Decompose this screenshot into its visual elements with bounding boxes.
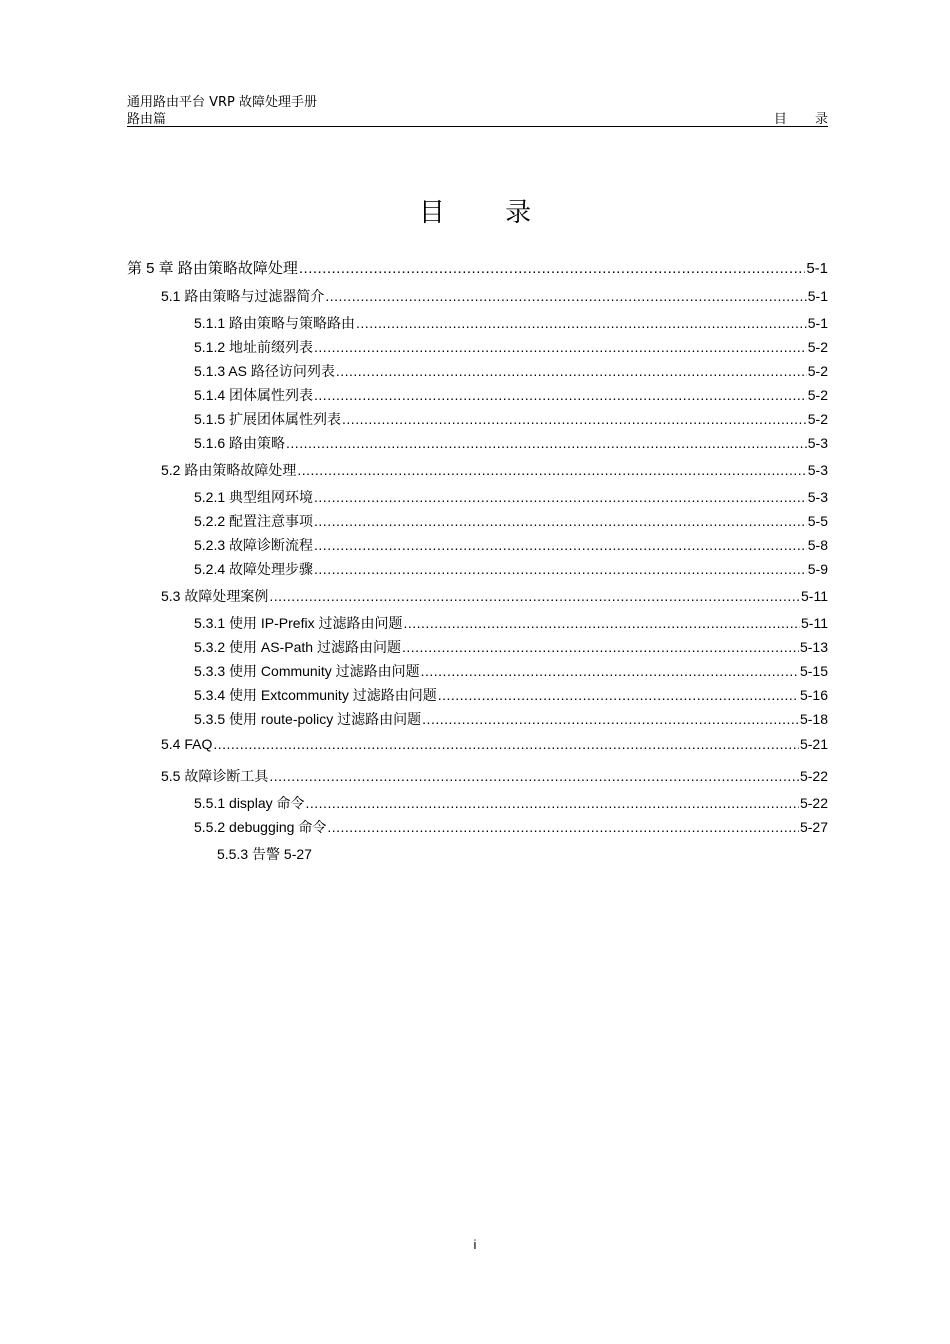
toc-label: 5.3.1 使用 IP-Prefix 过滤路由问题 <box>194 615 403 631</box>
toc-leader <box>314 339 807 355</box>
toc-label: 5.3.3 使用 Community 过滤路由问题 <box>194 663 420 679</box>
toc-leader <box>286 435 807 451</box>
toc-label: 5.4 FAQ <box>161 736 213 752</box>
toc-label: 5.5.2 debugging 命令 <box>194 819 327 835</box>
toc-entry-chapter-5[interactable] <box>127 257 828 278</box>
manual-title: 通用路由平台 VRP 故障处理手册 <box>127 95 318 110</box>
header-rule <box>127 108 840 127</box>
toc-page: 5-2 <box>807 363 828 379</box>
toc-label: 5.2.1 典型组网环境 <box>194 489 314 505</box>
toc-label: 5.1.1 路由策略与策略路由 <box>194 315 356 331</box>
toc-leader <box>402 639 799 655</box>
toc-label: 5.2.4 故障处理步骤 <box>194 561 314 577</box>
toc-leader <box>213 736 799 752</box>
toc-leader <box>299 260 805 277</box>
toc-leader <box>314 489 807 505</box>
toc-page: 5-5 <box>807 513 828 529</box>
header-right-label: 目 录 <box>773 112 840 127</box>
toc-entry-5-5-2[interactable] <box>194 817 828 837</box>
toc-entry-5-3[interactable] <box>161 586 828 606</box>
toc-entry-5-1-5[interactable] <box>194 409 828 429</box>
toc-label: 第 5 章 路由策略故障处理 <box>127 260 298 277</box>
toc-entry-5-3-4[interactable] <box>194 685 828 705</box>
toc-entry-5-1-4[interactable] <box>194 385 828 405</box>
toc-page: 5-16 <box>799 687 828 703</box>
toc-leader <box>342 411 807 427</box>
toc-page: 5-3 <box>807 462 828 478</box>
page-number: i <box>473 1237 477 1252</box>
toc-page: 5-2 <box>807 387 828 403</box>
toc-entry-5-3-3[interactable] <box>194 661 828 681</box>
toc-entry-5-1[interactable] <box>161 286 828 306</box>
toc-entry-5-2-3[interactable] <box>194 535 828 555</box>
toc-leader <box>269 588 800 604</box>
toc-page: 5-3 <box>807 489 828 505</box>
toc-page: 5-1 <box>806 260 828 277</box>
toc-entry-5-3-5[interactable] <box>194 709 828 729</box>
toc-label: 5.2.3 故障诊断流程 <box>194 537 314 553</box>
toc-label: 5.3.4 使用 Extcommunity 过滤路由问题 <box>194 687 437 703</box>
toc-label: 5.1.5 扩展团体属性列表 <box>194 411 342 427</box>
toc-page: 5-2 <box>807 339 828 355</box>
toc-label: 5.5 故障诊断工具 <box>161 768 269 784</box>
toc-leader <box>314 561 807 577</box>
toc-leader <box>314 513 807 529</box>
toc-label: 5.2 路由策略故障处理 <box>161 462 297 478</box>
toc-page: 5-13 <box>799 639 828 655</box>
toc-entry-5-3-2[interactable] <box>194 637 828 657</box>
toc-leader <box>422 711 799 727</box>
toc-page: 5-27 <box>799 819 828 835</box>
toc-page: 5-22 <box>799 795 828 811</box>
toc-entry-5-5-1[interactable] <box>194 793 828 813</box>
toc-entry-5-2-1[interactable] <box>194 487 828 507</box>
toc-label: 5.3.2 使用 AS-Path 过滤路由问题 <box>194 639 401 655</box>
toc-label: 5.1.4 团体属性列表 <box>194 387 314 403</box>
toc-label: 5.5.1 display 命令 <box>194 795 305 811</box>
toc-label: 5.1.3 AS 路径访问列表 <box>194 363 335 379</box>
toc-label: 5.3 故障处理案例 <box>161 588 269 604</box>
toc-label: 5.1.6 路由策略 <box>194 435 286 451</box>
toc-leader <box>336 363 807 379</box>
toc-page: 5-18 <box>799 711 828 727</box>
toc-page: 5-1 <box>807 288 828 304</box>
toc-entry-5-5[interactable] <box>161 766 828 786</box>
toc-entry-5-2-4[interactable] <box>194 559 828 579</box>
toc-leader <box>327 819 799 835</box>
toc-page: 5-2 <box>807 411 828 427</box>
toc-page: 5-15 <box>799 663 828 679</box>
toc-entry-5-1-2[interactable] <box>194 337 828 357</box>
toc-leader <box>403 615 800 631</box>
toc-heading: 目 录 <box>418 198 558 228</box>
toc-entry-5-4[interactable] <box>161 736 828 752</box>
toc-entry-5-1-1[interactable] <box>194 313 828 333</box>
toc-page: 5-21 <box>799 736 828 752</box>
toc-entry-5-3-1[interactable] <box>194 613 828 633</box>
toc-leader <box>306 795 799 811</box>
toc-label: 5.1 路由策略与过滤器简介 <box>161 288 325 304</box>
toc-page: 5-1 <box>807 315 828 331</box>
toc-label: 5.3.5 使用 route-policy 过滤路由问题 <box>194 711 422 727</box>
toc-page: 5-9 <box>807 561 828 577</box>
toc-label: 5.1.2 地址前缀列表 <box>194 339 314 355</box>
toc-entry-5-1-6[interactable] <box>194 433 828 453</box>
toc-leader <box>314 537 807 553</box>
toc-label: 5.2.2 配置注意事项 <box>194 513 314 529</box>
section-name: 路由篇 <box>127 112 167 127</box>
toc-leader <box>438 687 799 703</box>
toc-leader <box>297 462 806 478</box>
toc-page: 5-3 <box>807 435 828 451</box>
toc-entry-5-2-2[interactable] <box>194 511 828 531</box>
toc-leader <box>356 315 807 331</box>
toc-page: 5-22 <box>799 768 828 784</box>
toc-entry-5-5-3[interactable]: 5.5.3 告警 5-27 <box>217 846 312 862</box>
toc-entry-5-2[interactable] <box>161 460 828 480</box>
toc-entry-5-1-3[interactable] <box>194 361 828 381</box>
toc-leader <box>269 768 799 784</box>
toc-leader <box>325 288 806 304</box>
toc-page: 5-11 <box>801 615 828 631</box>
toc-leader <box>314 387 807 403</box>
toc-leader <box>421 663 799 679</box>
toc-page: 5-11 <box>801 588 828 604</box>
toc-page: 5-8 <box>807 537 828 553</box>
